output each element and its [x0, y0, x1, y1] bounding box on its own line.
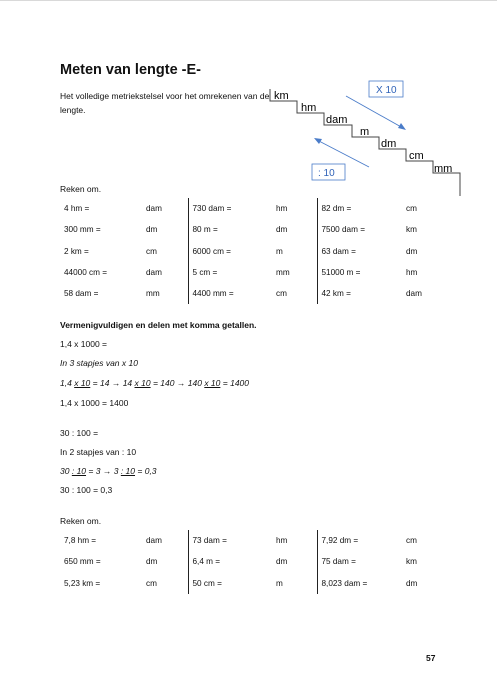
conversion-question: 6000 cm = — [192, 246, 231, 256]
ex2-question: 30 : 100 = — [60, 428, 99, 438]
table-row — [60, 530, 432, 551]
divide-label: : 10 — [318, 168, 335, 179]
conversion-question: 75 dam = — [321, 557, 356, 567]
conversion-question: 42 km = — [321, 289, 351, 299]
conversion-question: 7500 dam = — [321, 225, 365, 235]
conversion-question: 8,023 dam = — [321, 578, 368, 588]
conversion-question: 300 mm = — [64, 225, 101, 235]
conversion-table-1 — [60, 198, 432, 304]
ex2-steps-label: In 2 stapjes van : 10 — [60, 447, 137, 457]
target-unit: dam — [142, 530, 188, 551]
target-unit: km — [406, 557, 417, 567]
table-row — [60, 262, 432, 283]
table-row — [60, 551, 432, 572]
target-unit: dam — [142, 198, 188, 219]
target-unit: cm — [272, 283, 317, 304]
conversion-question: 51000 m = — [321, 268, 361, 278]
table-row — [60, 573, 432, 594]
ex1-steps-label: In 3 stapjes van x 10 — [60, 358, 138, 368]
intro-text: Het volledige metriekstelsel voor het omrekenen van de lengte. — [60, 91, 270, 115]
target-unit: m — [272, 241, 317, 262]
conversion-question: 80 m = — [192, 225, 218, 235]
conversion-table-2 — [60, 530, 432, 594]
target-unit: dam — [142, 262, 188, 283]
section2-heading: Vermenigvuldigen en delen met komma getallen. — [60, 320, 257, 330]
unit-m: m — [360, 126, 370, 138]
divide-arrow — [317, 140, 369, 167]
conversion-question: 7,92 dm = — [321, 536, 359, 546]
unit-dm: dm — [381, 138, 397, 150]
conversion-question: 50 cm = — [192, 578, 222, 588]
unit-km: km — [274, 90, 289, 102]
conversion-question: 63 dam = — [321, 246, 356, 256]
conversion-question: 730 dam = — [192, 204, 232, 214]
section3-heading: Reken om. — [60, 516, 102, 526]
conversion-question: 44000 cm = — [64, 268, 108, 278]
target-unit: m — [272, 573, 317, 594]
ex1-chain: 1,4 x 10 = 14 → 14 x 10 = 140 → 140 x 10 = 1400 — [60, 378, 250, 388]
target-unit: dm — [272, 551, 317, 572]
target-unit: hm — [406, 268, 418, 278]
conversion-question: 7,8 hm = — [64, 536, 97, 546]
target-unit: dam — [406, 289, 422, 299]
conversion-question: 4 hm = — [64, 204, 90, 214]
target-unit: dm — [406, 246, 418, 256]
table-row — [60, 283, 432, 304]
top-border — [0, 0, 497, 1]
target-unit: cm — [406, 204, 417, 214]
table-row — [60, 198, 432, 219]
ex2-answer: 30 : 100 = 0,3 — [60, 485, 113, 495]
target-unit: hm — [272, 530, 317, 551]
target-unit: dm — [142, 219, 188, 240]
conversion-question: 82 dm = — [321, 204, 352, 214]
target-unit: dm — [272, 219, 317, 240]
unit-hm: hm — [301, 102, 317, 114]
staircase-line — [270, 89, 460, 196]
conversion-question: 5,23 km = — [64, 578, 101, 588]
conversion-question: 5 cm = — [192, 268, 218, 278]
unit-dam: dam — [326, 114, 348, 126]
conversion-question: 6,4 m = — [192, 557, 221, 567]
divide-arrowhead — [314, 138, 322, 144]
ex1-answer: 1,4 x 1000 = 1400 — [60, 398, 129, 408]
conversion-question: 4400 mm = — [192, 289, 234, 299]
table-row — [60, 219, 432, 240]
conversion-question: 58 dam = — [64, 289, 99, 299]
target-unit: mm — [272, 262, 317, 283]
target-unit: mm — [142, 283, 188, 304]
conversion-question: 2 km = — [64, 246, 89, 256]
unit-cm: cm — [409, 150, 424, 162]
conversion-question: 650 mm = — [64, 557, 101, 567]
target-unit: dm — [142, 551, 188, 572]
multiply-arrow — [346, 96, 403, 128]
section1-heading: Reken om. — [60, 184, 102, 194]
conversion-question: 73 dam = — [192, 536, 227, 546]
multiply-label: X 10 — [376, 85, 397, 96]
table-row — [60, 241, 432, 262]
metric-staircase-diagram — [268, 80, 468, 202]
target-unit: km — [406, 225, 417, 235]
ex2-chain: 30 : 10 = 3 → 3 : 10 = 0,3 — [60, 466, 157, 476]
page-title: Meten van lengte -E- — [60, 62, 201, 78]
target-unit: cm — [142, 573, 188, 594]
page-number: 57 — [426, 653, 436, 663]
ex1-question: 1,4 x 1000 = — [60, 339, 108, 349]
unit-mm: mm — [434, 163, 453, 175]
target-unit: dm — [406, 578, 418, 588]
target-unit: cm — [406, 536, 417, 546]
target-unit: hm — [272, 198, 317, 219]
target-unit: cm — [142, 241, 188, 262]
multiply-arrowhead — [398, 123, 406, 130]
